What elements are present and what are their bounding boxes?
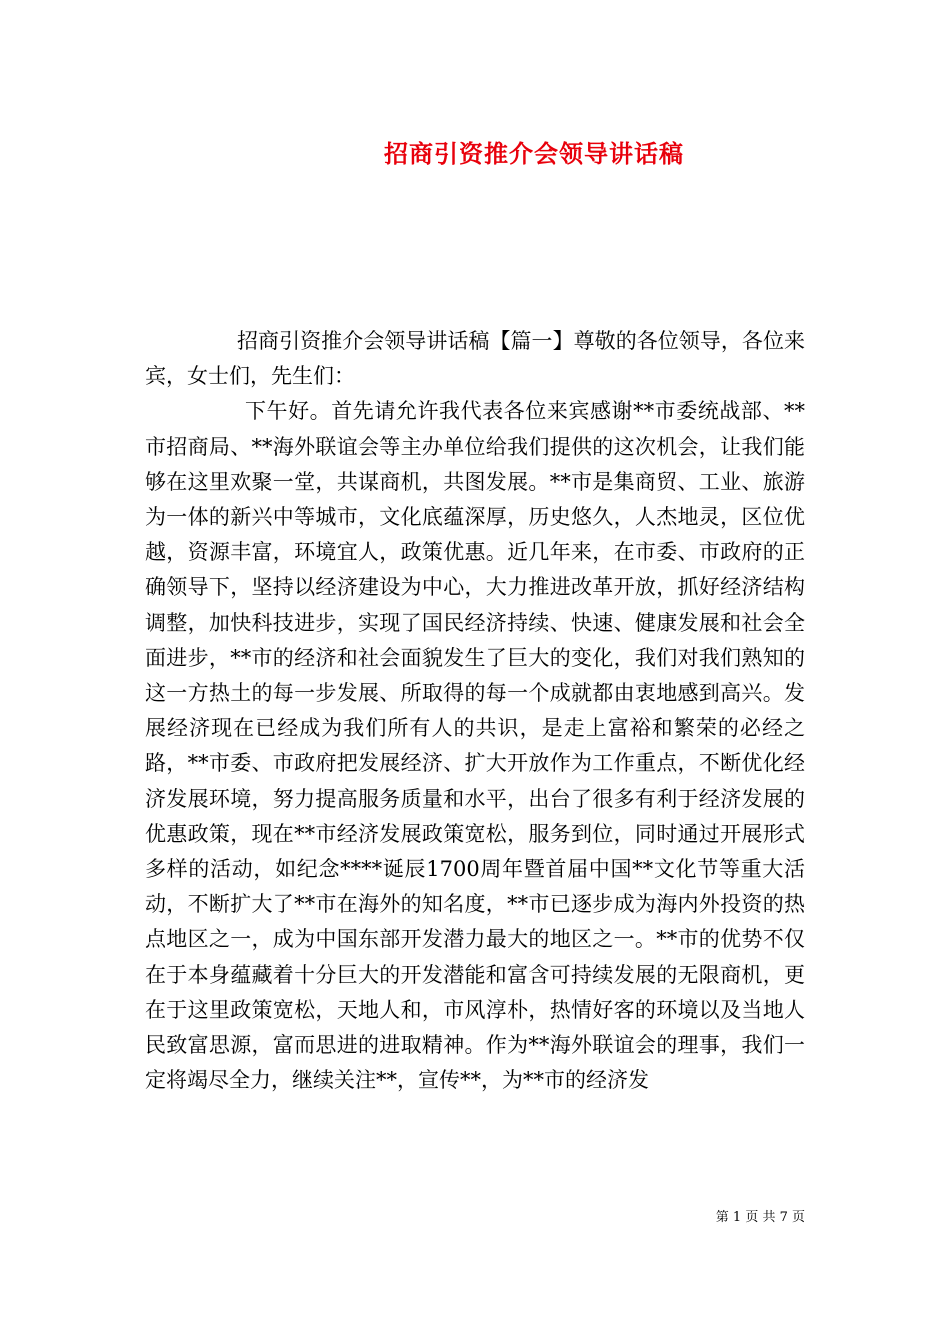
document-title: 招商引资推介会领导讲话稿 bbox=[384, 139, 684, 168]
document-body bbox=[145, 324, 805, 1098]
page-number-footer: 第 1 页 共 7 页 bbox=[715, 1210, 805, 1225]
paragraph-1: 招商引资推介会领导讲话稿【篇一】尊敬的各位领导，各位来宾，女士们，先生们： bbox=[145, 329, 805, 389]
paragraph-2: 下午好。首先请允许我代表各位来宾感谢**市委统战部、**市招商局、**海外联谊会等主办单位给我们提供的这次机会，让我们能够在这里欢聚一堂，共谋商机，共图发展。**市是集商贸、工业、旅游为一体的新兴中等城市，文化底蕴深厚，历史悠久，人杰地灵，区位优越，资源丰富，环境宜人，政策优惠。近几年来，在市委、市政府的正确领导下，坚持以经济建设为中心，大力推进改革开放，抓好经济结构调整，加快科技进步，实现了国民经济持续、快速、健康发展和社会全面进步，**市的经济和社会面貌发生了巨大的变化，我们对我们熟知的这一方热土的每一步发展、所取得的每一个成就都由衷地感到高兴。发展经济现在已经成为我们所有人的共识，是走上富裕和繁荣的必经之路，**市委、市政府把发展经济、扩大开放作为工作重点，不断优化经济发展环境，努力提高服务质量和水平，出台了很多有利于经济发展的优惠政策，现在**市经济发展政策宽松，服务到位，同时通过开展形式多样的活动，如纪念****诞辰1700周年暨首届中国**文化节等重大活动，不断扩大了**市在海外的知名度，**市已逐步成为海内外投资的热点地区之一，成为中国东部开发潜力最大的地区之一。**市的优势不仅在于本身蕴藏着十分巨大的开发潜能和富含可持续发展的无限商机，更在于这里政策宽松，天地人和，市风淳朴，热情好客的环境以及当地人民致富思源，富而思进的进取精神。作为**海外联谊会的理事，我们一定将竭尽全力，继续关注**，宣传**，为**市的经济发 bbox=[145, 399, 805, 1093]
